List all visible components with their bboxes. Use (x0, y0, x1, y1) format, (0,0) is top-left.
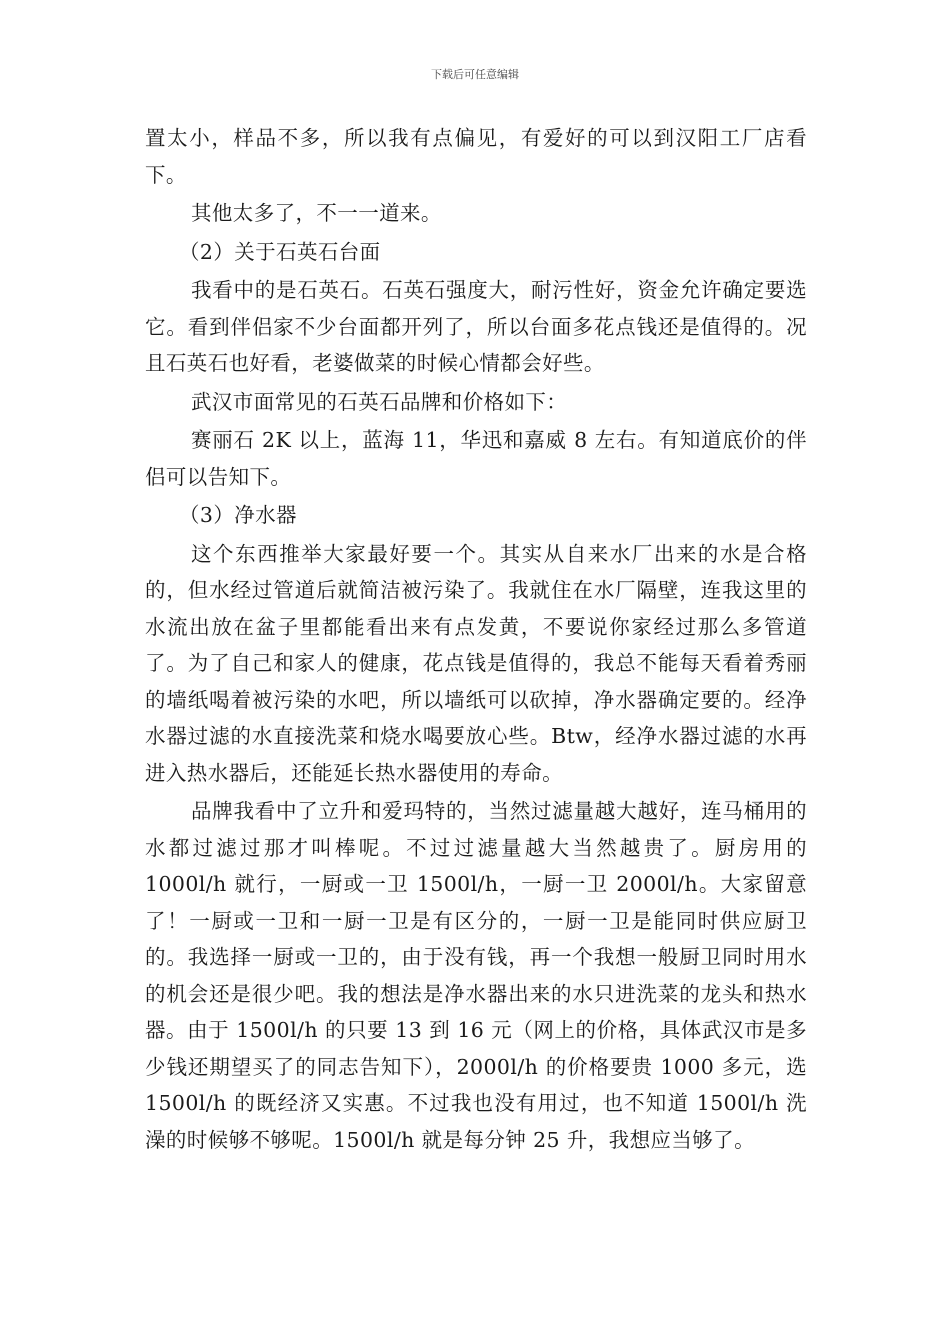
paragraph-continued: 置太小，样品不多，所以我有点偏见，有爱好的可以到汉阳工厂店看下。 (145, 126, 807, 187)
paragraph-quartz-prices: 赛丽石 2K 以上，蓝海 11，华迅和嘉威 8 左右。有知道底价的伴侣可以告知下。 (145, 428, 807, 489)
section-heading-water-purifier: （3）净水器 (179, 503, 297, 527)
paragraph-quartz-choice: 我看中的是石英石。石英石强度大，耐污性好，资金允许确定要选它。看到伴侣家不少台面都开列了，所以台面多花点钱还是值得的。况且石英石也好看，老婆做菜的时候心情都会好些。 (145, 278, 807, 375)
paragraph-water-purifier-brands: 品牌我看中了立升和爱玛特的，当然过滤量越大越好，连马桶用的水都过滤过那才叫棒呢。不过过滤量越大当然越贵了。厨房用的 1000l/h 就行，一厨或一卫 1500l/h，一厨一卫 2000l/h。大家留意了！一厨或一卫和一厨一卫是有区分的，一厨一卫是能同时供应厨卫的。我选择一厨或一卫的，由于没有钱，再一个我想一般厨卫同时用水的机会还是很少吧。我的想法是净水器出来的水只进洗菜的龙头和热水器。由于 1500l/h 的只要 13 到 16 元（网上的价格，具体武汉市是多少钱还期望买了的同志告知下），2000l/h 的价格要贵 1000 多元，选 1500l/h 的既经济又实惠。不过我也没有用过，也不知道 1500l/h 洗澡的时候够不够呢。1500l/h 就是每分钟 25 升，我想应当够了。 (145, 799, 807, 1152)
paragraph-quartz-brands-intro: 武汉市面常见的石英石品牌和价格如下： (191, 389, 568, 414)
paragraph-water-purifier-reason: 这个东西推举大家最好要一个。其实从自来水厂出来的水是合格的，但水经过管道后就简洁被污染了。我就住在水厂隔壁，连我这里的水流出放在盆子里都能看出来有点发黄，不要说你家经过那么多管道了。为了自己和家人的健康，花点钱是值得的，我总不能每天看着秀丽的墙纸喝着被污染的水吧，所以墙纸可以砍掉，净水器确定要的。经净水器过滤的水直接洗菜和烧水喝要放心些。Btw，经净水器过滤的水再进入热水器后，还能延长热水器使用的寿命。 (145, 541, 807, 785)
document-body (145, 120, 807, 1160)
page-header: 下载后可任意编辑 (431, 68, 519, 81)
section-heading-quartz: （2）关于石英石台面 (179, 239, 381, 264)
paragraph-others: 其他太多了，不一一道来。 (191, 201, 442, 225)
